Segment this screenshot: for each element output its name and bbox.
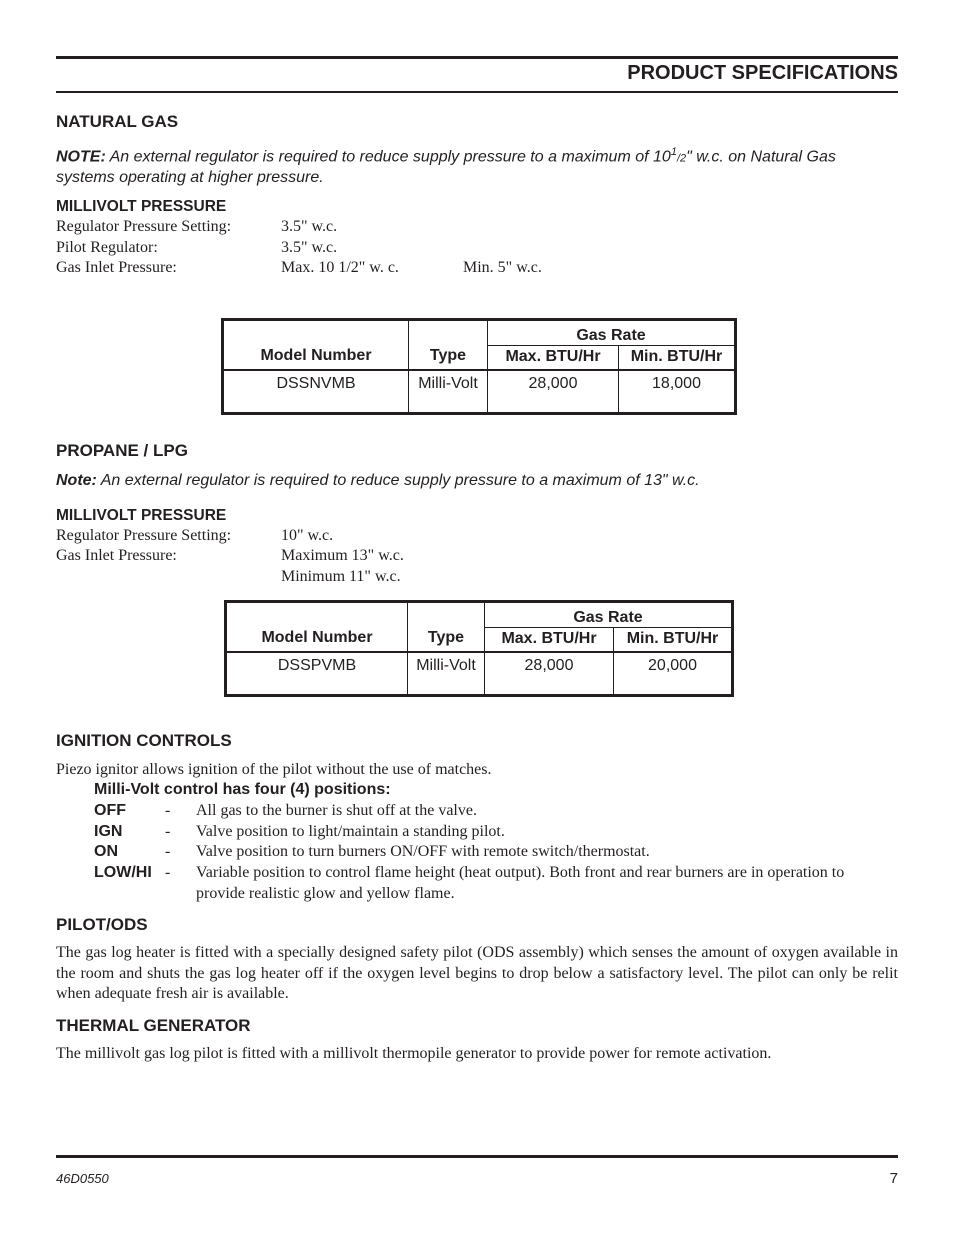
natural-gas-rate-table [221,318,737,415]
position-desc: Valve position to light/maintain a standing pilot. [196,823,505,840]
thermal-generator-text: The millivolt gas log pilot is fitted with a millivolt thermopile generator to provide power for remote activation. [56,1045,772,1062]
position-desc: Valve position to turn burners ON/OFF with remote switch/thermostat. [196,843,650,860]
cell-model: DSSNVMB [223,370,409,414]
cell-max: 28,000 [485,652,614,696]
natural-gas-heading: NATURAL GAS [56,112,179,131]
note-text: An external regulator is required to reduce supply pressure to a maximum of 13" w.c. [96,472,700,489]
propane-millivolt-heading: MILLIVOLT PRESSURE [56,507,227,524]
position-dash: - [165,802,171,819]
cell-min: 20,000 [648,656,697,674]
spec-value-min: Min. 5" w.c. [463,259,542,276]
position-key: ON [94,843,118,860]
position-key: IGN [94,823,123,840]
note-text-end: " w.c. on Natural Gas systems operating at higher pressure. [56,148,836,187]
ignition-intro: Piezo ignitor allows ignition of the pilot without the use of matches. [56,761,492,778]
header-bottom-rule [56,91,898,93]
page-title: PRODUCT SPECIFICATIONS [627,62,898,84]
natural-gas-note [56,142,898,188]
spec-value: Minimum 11" w.c. [281,568,401,585]
spec-label: Regulator Pressure Setting: [56,527,232,544]
page-number: 7 [889,1170,898,1187]
col-gas-rate: Gas Rate [485,602,733,628]
spec-value: 3.5" w.c. [281,239,338,256]
note-fraction: /2 [676,152,687,165]
col-model-number: Model Number [226,602,408,652]
col-type: Type [409,320,488,370]
propane-note [56,471,898,491]
position-desc: Variable position to control flame height (heat output). Both front and rear burners are in operation to provide realistic glow and yellow flame. [196,864,845,902]
cell-min: 18,000 [652,374,701,392]
col-max-btu: Max. BTU/Hr [488,346,619,370]
thermal-generator-heading: THERMAL GENERATOR [56,1016,251,1035]
note-text: An external regulator is required to reduce supply pressure to a maximum of 10 [105,148,671,166]
spec-value: 3.5" w.c. [281,218,338,235]
position-dash: - [165,864,171,881]
col-gas-rate: Gas Rate [488,320,736,346]
pilot-ods-heading: PILOT/ODS [56,915,148,934]
spec-value: Maximum 13" w.c. [281,547,404,564]
natural-gas-millivolt-heading: MILLIVOLT PRESSURE [56,198,227,215]
spec-value: Max. 10 1/2" w. c. [281,259,399,276]
position-desc: All gas to the burner is shut off at the valve. [196,802,477,819]
col-min-btu: Min. BTU/Hr [614,628,733,652]
footer-rule [56,1155,898,1158]
header-top-rule [56,56,898,59]
note-label: NOTE: [56,148,106,166]
spec-value: 10" w.c. [281,527,334,544]
cell-max: 28,000 [488,370,619,414]
position-dash: - [165,843,171,860]
note-superscript: 1 [670,146,677,158]
position-dash: - [165,823,171,840]
ignition-heading: IGNITION CONTROLS [56,731,232,750]
col-min-btu: Min. BTU/Hr [619,346,736,370]
note-label: Note: [56,472,97,489]
cell-type: Milli-Volt [408,652,485,696]
table-row [226,652,733,696]
control-positions-heading: Milli-Volt control has four (4) positions: [94,781,391,798]
spec-label: Gas Inlet Pressure: [56,259,177,276]
document-number: 46D0550 [56,1171,109,1186]
spec-label: Pilot Regulator: [56,239,158,256]
cell-model: DSSPVMB [226,652,408,696]
col-max-btu: Max. BTU/Hr [485,628,614,652]
pilot-ods-text: The gas log heater is fitted with a specially designed safety pilot (ODS assembly) which senses the amount of oxygen available in the room and shuts the gas log heater off if the oxygen level begins to drop below a satisfactory level. The pilot can only be relit when adequate fresh air is available. [56,944,898,1002]
propane-heading: PROPANE / LPG [56,441,188,460]
position-key: OFF [94,802,126,819]
position-key: LOW/HI [94,864,152,881]
cell-type: Milli-Volt [409,370,488,414]
spec-label: Gas Inlet Pressure: [56,547,177,564]
table-row [223,370,736,414]
propane-rate-table [224,600,734,697]
spec-label: Regulator Pressure Setting: [56,218,232,235]
col-type: Type [408,602,485,652]
col-model-number: Model Number [223,320,409,370]
